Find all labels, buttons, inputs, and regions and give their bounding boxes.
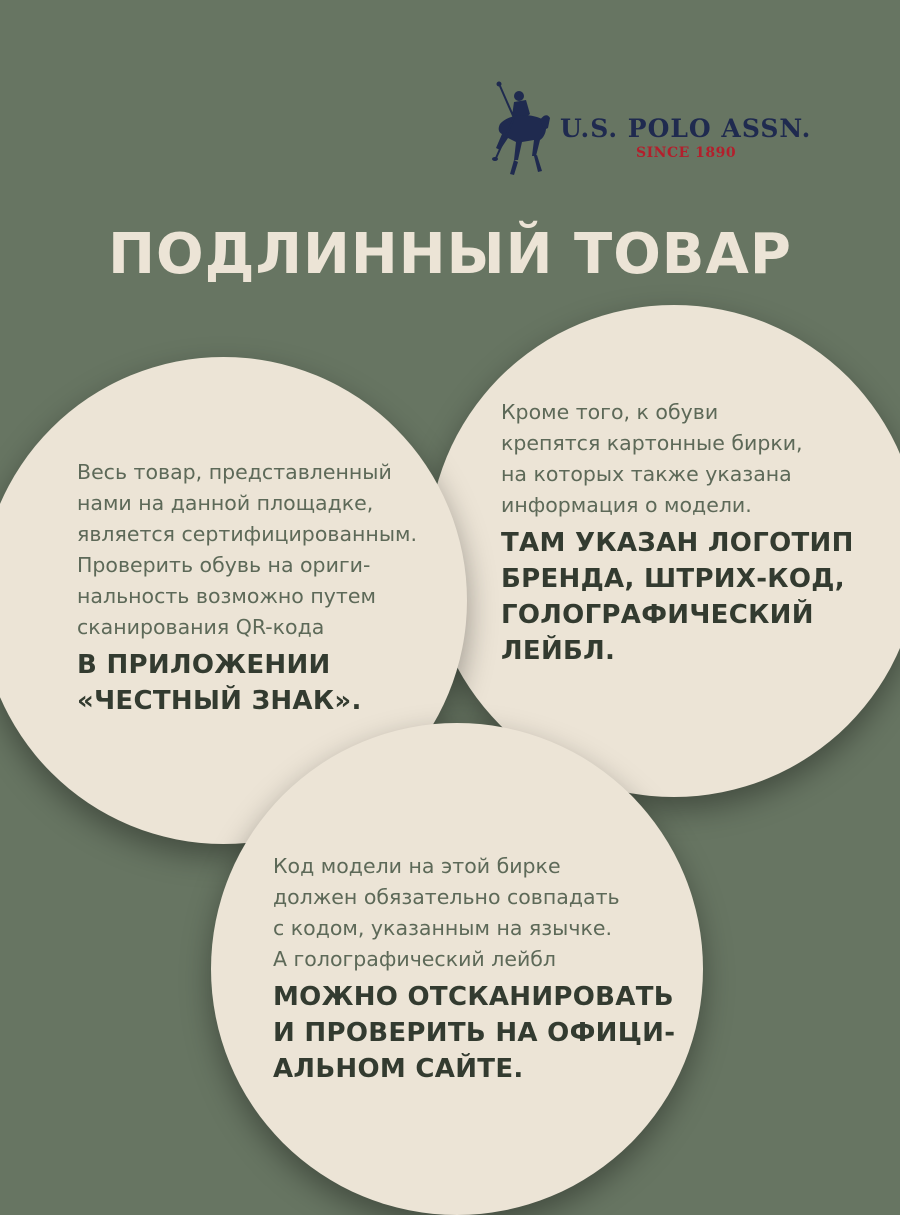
info-strong-text: В ПРИЛОЖЕНИИ «ЧЕСТНЫЙ ЗНАК».	[77, 650, 362, 716]
info-circle-model-code	[211, 723, 703, 1215]
page-title: ПОДЛИННЫЙ ТОВАР	[108, 222, 792, 287]
brand-name: U.S. POLO ASSN.	[560, 114, 812, 143]
brand-logo	[490, 78, 830, 183]
polo-player-icon	[490, 78, 552, 182]
info-plain-text: Код модели на этой бирке должен обязательно совпадать с кодом, указанным на язычке. А голографический лейбл	[273, 854, 620, 971]
info-plain-text: Кроме того, к обуви крепятся картонные бирки, на которых также указана информация о модели.	[501, 400, 803, 517]
info-circle-tags	[428, 305, 900, 797]
info-circle-text	[501, 397, 854, 669]
info-plain-text: Весь товар, представленный нами на данной площадке, является сертифицированным. Проверить обувь на ориги- нальность возможно путем сканирования QR-кода	[77, 460, 417, 639]
info-circle-text	[77, 457, 417, 719]
info-strong-text: ТАМ УКАЗАН ЛОГОТИП БРЕНДА, ШТРИХ-КОД, ГОЛОГРАФИЧЕСКИЙ ЛЕЙБЛ.	[501, 528, 854, 666]
brand-since: SINCE 1890	[636, 145, 737, 161]
info-strong-text: МОЖНО ОТСКАНИРОВАТЬ И ПРОВЕРИТЬ НА ОФИЦИ- АЛЬНОМ САЙТЕ.	[273, 982, 676, 1084]
info-circle-text	[273, 851, 675, 1087]
